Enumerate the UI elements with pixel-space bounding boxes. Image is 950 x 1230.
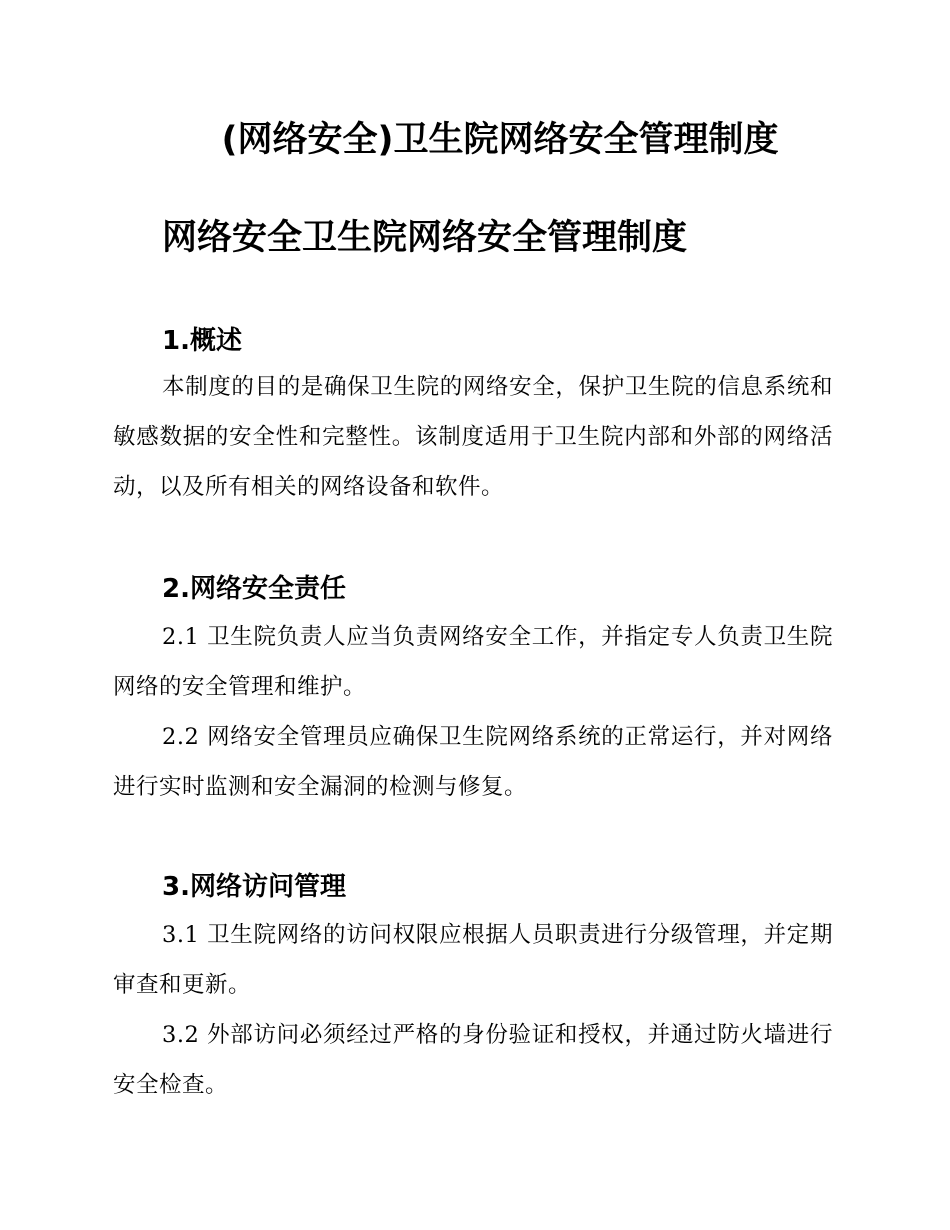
section-paragraph: 本制度的目的是确保卫生院的网络安全，保护卫生院的信息系统和敏感数据的安全性和完整性。该制度适用于卫生院内部和外部的网络活动，以及所有相关的网络设备和软件。 [113,374,833,500]
section-paragraph: 3.1 卫生院网络的访问权限应根据人员职责进行分级管理，并定期审查和更新。 [113,922,833,998]
document-title: (网络安全)卫生院网络安全管理制度 [221,120,779,160]
section-overview [113,324,833,512]
section-paragraph: 3.2 外部访问必须经过严格的身份验证和授权，并通过防火墙进行安全检查。 [113,1022,833,1098]
section-heading: 2.网络安全责任 [162,574,346,604]
section-access-management [113,870,833,1110]
section-heading: 1.概述 [162,326,242,356]
section-paragraph: 2.1 卫生院负责人应当负责网络安全工作，并指定专人负责卫生院网络的安全管理和维护。 [113,624,833,700]
section-paragraph: 2.2 网络安全管理员应确保卫生院网络系统的正常运行，并对网络进行实时监测和安全漏洞的检测与修复。 [113,724,833,800]
section-heading: 3.网络访问管理 [162,872,346,902]
document-subtitle: 网络安全卫生院网络安全管理制度 [162,218,688,258]
section-security-responsibility [113,572,833,812]
